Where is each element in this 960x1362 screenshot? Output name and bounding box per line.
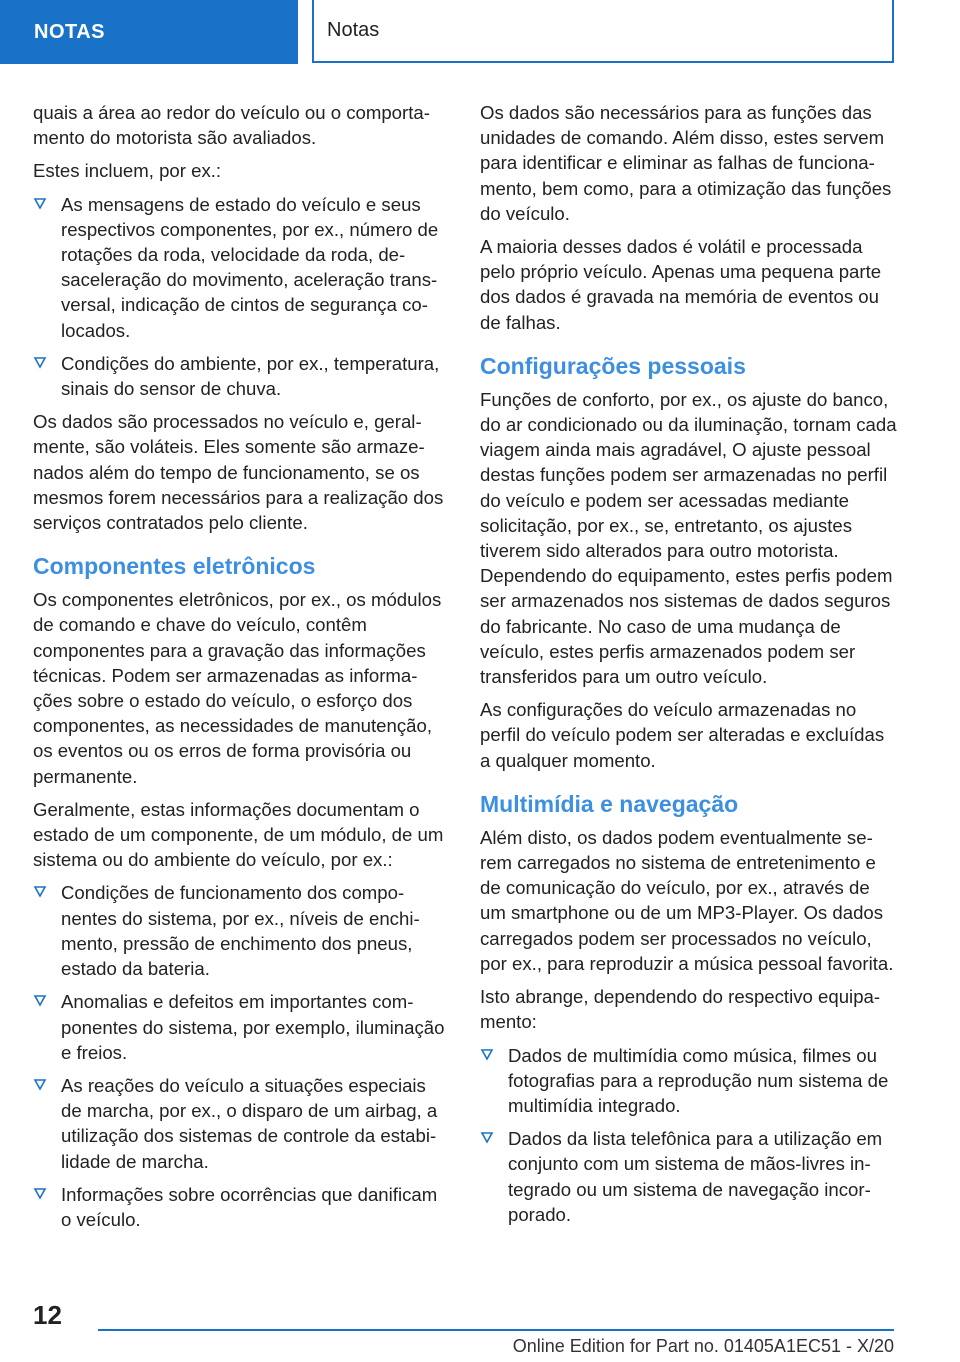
section-heading: Componentes eletrônicos [33, 553, 316, 580]
triangle-bullet-icon [33, 1184, 47, 1202]
section-title: Notas [327, 19, 380, 41]
list-item [480, 1043, 898, 1119]
paragraph: Funções de conforto, por ex., os ajuste do banco, do ar condicionado ou da iluminação, tornam cada viagem ainda mais agradável, O ajuste pessoal destas funções podem ser armazenadas no perfil do veículo e podem ser acessadas mediante solicitação, por ex., se, entretanto, os ajustes tiverem sido alterados para outro motorista. Dependendo do equipamento, estes perfis podem ser armazenados nos sistemas de dados seguros do fabricante. No caso de uma mudança de veículo, estes perfis armazenados podem ser transferidos para um outro veículo. [480, 388, 897, 688]
footer-divider [98, 1329, 894, 1331]
list-item-text: Anomalias e defeitos em importantes componentes do sistema, por exemplo, iluminação e freios. [61, 991, 445, 1063]
list-item [33, 351, 449, 401]
list-item-text: Condições do ambiente, por ex., temperatura, sinais do sensor de chuva. [61, 352, 440, 400]
left-column [33, 100, 449, 1240]
list-item-text: As reações do veículo a situações especiais de marcha, por ex., o disparo de um airbag, a utilização dos sistemas de controle da estabilidade de marcha. [61, 1074, 438, 1172]
paragraph: Além disto, os dados podem eventualmente serem carregados no sistema de entretenimento e de comunicação do veículo, por ex., através de um smartphone ou de um MP3-Player. Os dados carregados podem ser processados no veículo, por ex., para reproduzir a música pessoal favorita. [480, 826, 894, 974]
triangle-bullet-icon [33, 1075, 47, 1093]
right-column [480, 100, 898, 1235]
paragraph: Os dados são necessários para as funções das unidades de comando. Além disso, estes servem para identificar e eliminar as falhas de funcionamento, bem como, para a otimização das funções do veículo. [480, 102, 892, 224]
list-item [33, 989, 449, 1065]
list-item [33, 1073, 449, 1174]
paragraph: Geralmente, estas informações documentam o estado de um componente, de um módulo, de um sistema ou do ambiente do veículo, por ex.: [33, 798, 444, 871]
list-item [33, 880, 449, 981]
list-item [480, 1126, 898, 1227]
section-heading: Configurações pessoais [480, 352, 746, 379]
list-item [33, 1182, 449, 1232]
header-section-title-box [312, 0, 894, 63]
paragraph: As configurações do veículo armazenadas no perfil do veículo podem ser alteradas e excluídas a qualquer momento. [480, 699, 885, 771]
triangle-bullet-icon [480, 1045, 494, 1063]
paragraph: Estes incluem, por ex.: [33, 160, 222, 182]
paragraph: quais a área ao redor do veículo ou o comportamento do motorista são avaliados. [33, 102, 430, 149]
footer-edition-text: Online Edition for Part no. 01405A1EC51 - X/20 [512, 1336, 894, 1356]
header-tab-notas[interactable] [0, 0, 298, 64]
list-item-text: As mensagens de estado do veículo e seus respectivos componentes, por ex., número de rotações da roda, velocidade da roda, desaceleração do movimento, aceleração transversal, indicação de cintos de segurança colocados. [61, 193, 439, 341]
section-heading: Multimídia e navegação [480, 790, 739, 817]
list-item-text: Condições de funcionamento dos componentes do sistema, por ex., níveis de enchimento, pressão de enchimento dos pneus, estado da bateria. [61, 882, 420, 980]
triangle-bullet-icon [33, 991, 47, 1009]
bullet-list [33, 880, 449, 1232]
paragraph: Isto abrange, dependendo do respectivo equipamento: [480, 986, 881, 1033]
list-item [33, 192, 449, 343]
bullet-list [33, 192, 449, 402]
triangle-bullet-icon [33, 353, 47, 371]
list-item-text: Dados da lista telefônica para a utilização em conjunto com um sistema de mãos-livres integrado ou um sistema de navegação incorporado. [508, 1128, 883, 1225]
bullet-list [480, 1043, 898, 1227]
header-tab-label: NOTAS [34, 20, 106, 43]
triangle-bullet-icon [480, 1128, 494, 1146]
list-item-text: Dados de multimídia como música, filmes ou fotografias para a reprodução num sistema de multimídia integrado. [508, 1044, 889, 1116]
triangle-bullet-icon [33, 194, 47, 212]
paragraph: Os componentes eletrônicos, por ex., os módulos de comando e chave do veículo, contêm componentes para a gravação das informações técnicas. Podem ser armazenadas as informações sobre o estado do veículo, o esforço dos componentes, as necessidades de manutenção, os eventos ou os erros de forma provisória ou permanente. [33, 589, 442, 787]
paragraph: A maioria desses dados é volátil e processada pelo próprio veículo. Apenas uma pequena parte dos dados é gravada na memória de eventos ou de falhas. [480, 236, 882, 333]
page-number: 12 [33, 1300, 62, 1330]
triangle-bullet-icon [33, 882, 47, 900]
list-item-text: Informações sobre ocorrências que danificam o veículo. [61, 1183, 438, 1230]
paragraph: Os dados são processados no veículo e, geralmente, são voláteis. Eles somente são armazenados além do tempo de funcionamento, se os mesmos forem necessários para a realização dos serviços contratados pelo cliente. [33, 411, 444, 534]
